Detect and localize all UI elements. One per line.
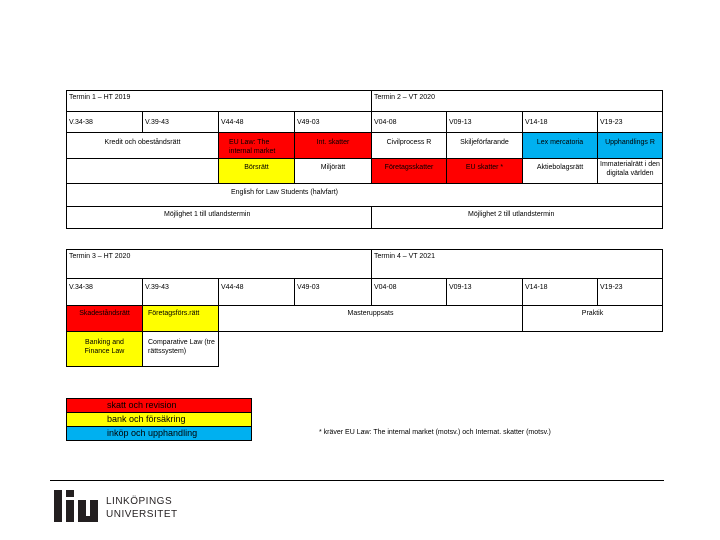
week-label: V04-08 [374,119,397,126]
course-eu-skatter-label: EU skatter * [465,164,504,171]
week-label: V09-13 [449,119,472,126]
course-comparative-label: Comparative Law (tre rättssystem) [148,339,215,355]
week-label: V09-13 [449,284,472,291]
term3-title: Termin 3 – HT 2020 [69,253,131,260]
week-label: V44-48 [221,284,244,291]
course-foretagsfors-label: Företagsförs.rätt [148,310,200,317]
option1-label: Möjlighet 1 till utlandstermin [164,211,251,218]
course-kredit-label: Kredit och obeståndsrätt [104,139,181,146]
week-label: V.39-43 [145,119,169,126]
week-label: V44-48 [221,119,244,126]
english-course-label: English for Law Students (halvfart) [231,189,338,196]
week-label: V.34-38 [69,284,93,291]
course-banking-label: Banking and Finance Law [84,339,125,355]
week-label: V19-23 [600,284,623,291]
term4-title: Termin 4 – VT 2021 [374,253,435,260]
course-praktik-label: Praktik [581,310,604,317]
course-aktiebolagsratt-label: Aktiebolagsrätt [536,164,584,171]
liu-mark-icon [52,490,104,524]
course-civilprocess-label: Civilprocess R [386,139,432,146]
week-label: V04-08 [374,284,397,291]
course-immaterialratt-label: Immaterialrätt i den digitala världen [600,161,660,177]
course-miljoratt-label: Miljörätt [320,164,346,171]
university-logo [52,490,178,524]
legend-skatt: skatt och revision [66,398,252,413]
week-label: V.39-43 [145,284,169,291]
course-lex-mercatoria-label: Lex mercatoria [536,139,584,146]
course-masteruppsats-label: Masteruppsats [347,310,394,317]
week-label: V49-03 [297,284,320,291]
option2-label: Möjlighet 2 till utlandstermin [468,211,555,218]
week-label: V19-23 [600,119,623,126]
footer-divider [50,480,664,481]
course-borsratt-label: Börsrätt [244,164,269,171]
term1-title: Termin 1 – HT 2019 [69,94,131,101]
course-eu-law-label: EU Law: The internal market [229,139,276,155]
term2-title: Termin 2 – VT 2020 [374,94,435,101]
course-foretagsskatter-label: Företagsskatter [384,164,434,171]
empty-cell [66,158,219,184]
course-skadestand-label: Skadeståndsrätt [79,310,130,317]
course-skiljeforfarande-label: Skiljeförfarande [460,139,509,146]
legend-bank: bank och försäkring [66,412,252,427]
course-upphandling-label: Upphandlings R [605,139,655,146]
logo-line-1: LINKÖPINGS [106,496,173,507]
legend-inkop: inköp och upphandling [66,426,252,441]
course-int-skatter-label: Int. skatter [316,139,350,146]
week-label: V49-03 [297,119,320,126]
logo-line-2: UNIVERSITET [106,509,178,520]
week-label: V14-18 [525,119,548,126]
week-label: V.34-38 [69,119,93,126]
footnote: * kräver EU Law: The internal market (motsv.) och Internat. skatter (motsv.) [319,429,551,436]
week-label: V14-18 [525,284,548,291]
english-course-row [66,183,663,207]
